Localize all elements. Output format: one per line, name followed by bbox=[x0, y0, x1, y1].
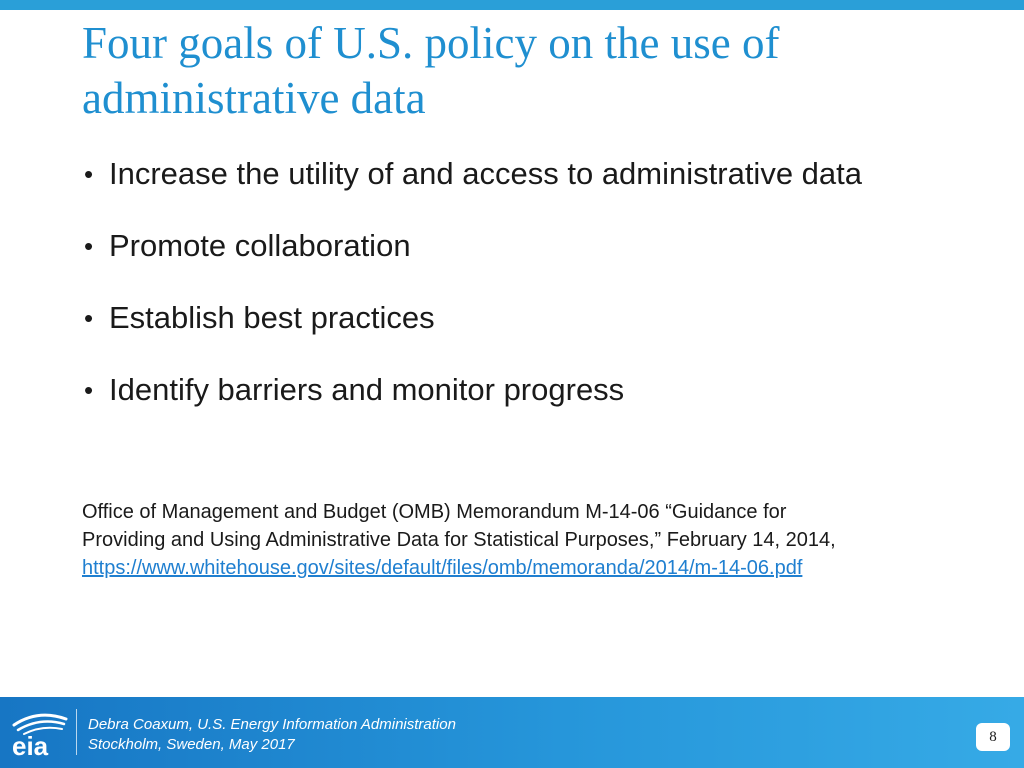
slide-title: Four goals of U.S. policy on the use of administrative data bbox=[82, 18, 780, 123]
list-item bbox=[84, 152, 862, 196]
presenter-credit: Debra Coaxum, U.S. Energy Information Administration bbox=[88, 716, 456, 733]
list-item-text: Promote collaboration bbox=[109, 228, 411, 263]
goals-list bbox=[84, 152, 862, 440]
list-item-text: Identify barriers and monitor progress bbox=[109, 372, 625, 407]
list-item bbox=[84, 224, 862, 268]
list-item-text: Increase the utility of and access to administrative data bbox=[109, 156, 863, 191]
citation-line-1: Office of Management and Budget (OMB) Memorandum M-14-06 “Guidance for bbox=[82, 501, 787, 523]
footer-credits bbox=[88, 715, 456, 755]
bullet-icon: • bbox=[84, 375, 94, 405]
list-item bbox=[84, 296, 862, 340]
bullet-icon: • bbox=[84, 303, 94, 333]
memorandum-link[interactable]: https://www.whitehouse.gov/sites/default/files/omb/memoranda/2014/m-14-06.pdf bbox=[82, 557, 803, 579]
bullet-icon: • bbox=[84, 231, 94, 261]
eia-logo-text: eia bbox=[12, 731, 49, 761]
eia-logo-icon bbox=[8, 705, 72, 761]
bullet-icon: • bbox=[84, 159, 94, 189]
top-accent-bar bbox=[0, 0, 1024, 10]
list-item bbox=[84, 368, 862, 412]
citation bbox=[82, 498, 982, 582]
footer-divider bbox=[76, 709, 77, 755]
citation-line-2: Providing and Using Administrative Data for Statistical Purposes,” February 14, 2014, bbox=[82, 529, 836, 551]
list-item-text: Establish best practices bbox=[109, 300, 435, 335]
page-number: 8 bbox=[976, 723, 1010, 751]
event-location: Stockholm, Sweden, May 2017 bbox=[88, 736, 295, 753]
footer-bar bbox=[0, 697, 1024, 768]
